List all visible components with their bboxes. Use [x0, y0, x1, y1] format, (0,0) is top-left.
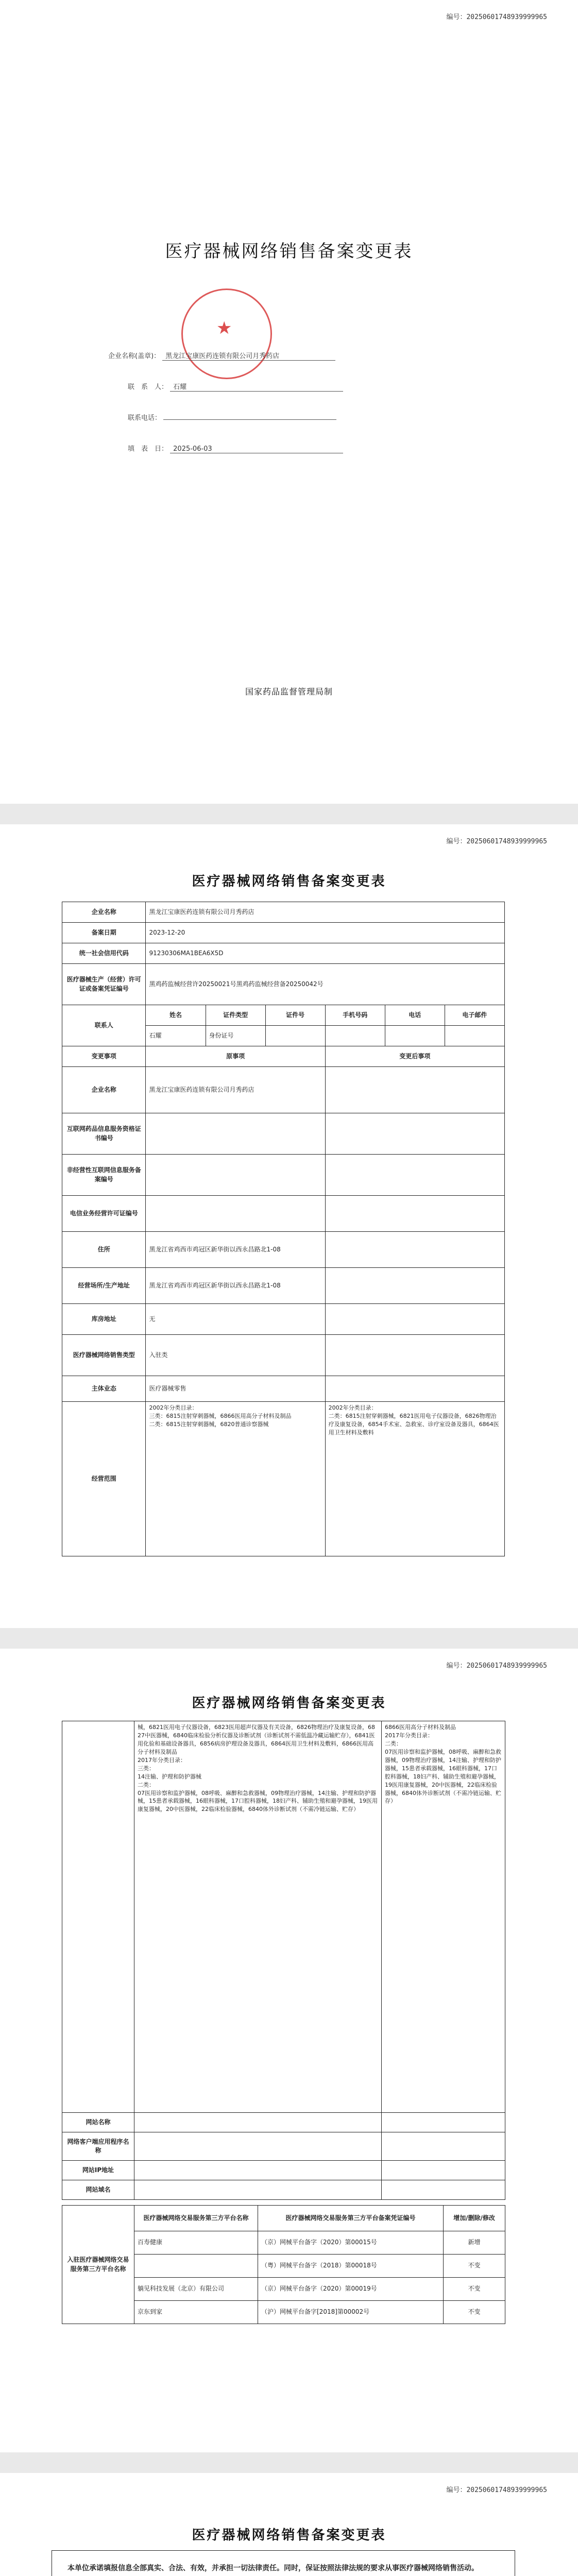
table-row: [62, 1376, 505, 1402]
phone-row: [128, 412, 336, 422]
date-label: 填 表 日：: [128, 445, 168, 453]
declaration-text: 本单位承诺填报信息全部真实、合法、有效，并承担一切法律责任。同时，保证按照法律法规的要求从事医疗器械网络销售活动。: [67, 2564, 479, 2572]
website-label: 网站IP地址: [62, 2161, 134, 2180]
credit-code-value: 91230306MA1BEA6X5D: [146, 943, 505, 964]
contact-head-email: 电子邮件: [445, 1005, 504, 1026]
cn1-orig: 黑龙江宝康医药连锁有限公司月秀药店: [146, 1067, 325, 1113]
doc-number: 编号：20250601748939999965: [446, 838, 547, 845]
warehouse-after: [325, 1268, 504, 1304]
license-label: 医疗器械生产（经营）许可证或备案凭证编号: [62, 964, 146, 1005]
scope-cont-right: 6866医用高分子材料及制品 2017年分类目录： 二类： 07医用诊察和监护器械，08呼吸、麻醉和急救器械，09物理治疗器械，14注输、护理和防护器械，15患者承载器械，16眼科器械，17口腔科器械，18妇产科、辅助生殖和避孕器械，19医用康复器械，20中医器械，22临床检验器械，6840体外诊断试剂（不需冷链运输、贮存）: [382, 1721, 505, 2113]
doc-number: 编号：20250601748939999965: [446, 13, 547, 21]
site-name-label: 网站名称: [62, 2113, 134, 2132]
contact-head-idtype: 证件类型: [206, 1005, 265, 1026]
warehouse-label: 经营场所/生产地址: [62, 1268, 146, 1304]
cn1-after: [325, 1067, 504, 1113]
address-label: 住所: [62, 1232, 146, 1268]
issuer-text: 国家药品监督管理局制: [245, 687, 333, 697]
table-row: [62, 1304, 505, 1335]
contact-value: 石耀: [170, 381, 343, 392]
phone-value: [163, 419, 336, 420]
platform-op: 不变: [444, 2278, 505, 2301]
table-row: [62, 1005, 505, 1026]
license-value: 黑鸡药监械经营许20250021号黑鸡药监械经营备20250042号: [146, 964, 505, 1005]
scope-orig: 2002年分类目录： 三类：6815注射穿刺器械，6866医用高分子材料及制品 二类：6815注射穿刺器械，6820普通诊察器械: [146, 1402, 325, 1556]
nonprofit-after: [325, 1155, 504, 1196]
table-row: [62, 923, 505, 943]
platform-reg: （沪）网械平台备字[2018]第00002号: [258, 2301, 444, 2324]
table-row: [62, 1196, 505, 1232]
subject-orig: 医疗器械零售: [146, 1376, 325, 1402]
platform-reg: （粤）网械平台备字（2018）第00018号: [258, 2255, 444, 2278]
table-row: [62, 2132, 505, 2161]
contact-phone: [385, 1026, 445, 1046]
table-row: [62, 943, 505, 964]
icp-after: [325, 1113, 504, 1155]
table-row: [62, 1046, 505, 1067]
storage-orig: 无: [146, 1304, 325, 1335]
table-row: [62, 1155, 505, 1196]
enterprise-label: 企业名称(盖章)：: [108, 352, 161, 360]
credit-code-label: 统一社会信用代码: [62, 943, 146, 964]
contact-idtype: 身份证号: [206, 1026, 265, 1046]
contact-head-phone: 电话: [385, 1005, 445, 1026]
table-row: [62, 2113, 505, 2132]
enterprise-row: [108, 350, 335, 361]
cover-page: [0, 0, 578, 804]
contact-email: [445, 1026, 504, 1046]
form-page-4: [0, 2473, 578, 2576]
change-orig-label: 原事项: [146, 1046, 325, 1067]
form-title: 医疗器械网络销售备案变更表: [192, 2528, 386, 2543]
domain-label: 网站域名: [62, 2180, 134, 2200]
platform-name: 京东到家: [134, 2301, 258, 2324]
date-row: [128, 443, 343, 453]
contact-head-mobile: 手机号码: [325, 1005, 385, 1026]
form-title: 医疗器械网络销售备案变更表: [192, 1696, 386, 1711]
storage-label: 库房地址: [62, 1304, 146, 1335]
platform-op: 新增: [444, 2231, 505, 2255]
scope-cont-left: 械，6821医用电子仪器设备，6823医用超声仪器及有关设备，6826物理治疗及康复设备，6827中医器械，6840临床检验分析仪器及诊断试剂（诊断试剂不需低温冷藏运输贮存），6841医用化验和基础设备器具，6856病房护理设备及器具，6864医用卫生材料及敷料，6866医用高分子材料及制品 2017年分类目录： 三类： 14注输、护理和防护器械 二类： 07医用诊察和监护器械，08呼吸、麻醉和急救器械，09物理治疗器械，14注输、护理和防护器械，15患者承载器械，16眼科器械，17口腔科器械，18妇产科、辅助生殖和避孕器械，19医用康复器械，20中医器械，22临床检验器械，6840体外诊断试剂（不需冷链运输、贮存）: [134, 1721, 382, 2113]
contact-name: 石耀: [146, 1026, 206, 1046]
mode-orig: 入驻类: [146, 1335, 325, 1376]
seal-star-icon: ★: [216, 318, 232, 338]
company-name-label: 企业名称: [62, 902, 146, 923]
scope-cont-blank: [62, 1721, 134, 2113]
table-row: [62, 1721, 505, 2113]
table-row: [62, 1232, 505, 1268]
form-page-3: [0, 1649, 578, 2452]
doc-number: 编号：20250601748939999965: [446, 2486, 547, 2494]
contact-head-idno: 证件号: [265, 1005, 325, 1026]
table-row: [62, 964, 505, 1005]
warehouse-orig: 黑龙江省鸡西市鸡冠区新华街以西永昌路北1-08: [146, 1268, 325, 1304]
platform-label: 入驻医疗器械网络交易服务第三方平台名称: [62, 2206, 134, 2324]
contact-label: 联系人: [62, 1005, 146, 1046]
address-after: [325, 1232, 504, 1268]
platform-head-op: 增加/删除/修改: [444, 2206, 505, 2231]
storage-after: [325, 1304, 504, 1335]
form-title: 医疗器械网络销售备案变更表: [192, 874, 386, 889]
table-row: [62, 2161, 505, 2180]
scope-continued-table: [62, 1721, 505, 2200]
platform-name: 躺见科技发展（北京）有限公司: [134, 2278, 258, 2301]
subject-label: 主体业态: [62, 1376, 146, 1402]
declaration-box: [52, 2550, 515, 2576]
contact-label: 联 系 人：: [128, 383, 168, 391]
subject-after: [325, 1376, 504, 1402]
platform-name: 百寿健康: [134, 2231, 258, 2255]
table-row: [62, 1402, 505, 1556]
cover-title: 医疗器械网络销售备案变更表: [165, 241, 413, 262]
form-page-2: [0, 824, 578, 1628]
table-row: [62, 1067, 505, 1113]
telecom-orig: [146, 1196, 325, 1232]
change-after-label: 变更后事项: [325, 1046, 504, 1067]
nonprofit-label: 非经营性互联网信息服务备案编号: [62, 1155, 146, 1196]
table-row: [62, 902, 505, 923]
platform-reg: （京）网械平台备字（2020）第00019号: [258, 2278, 444, 2301]
icp-label: 互联网药品信息服务资格证书编号: [62, 1113, 146, 1155]
platform-table: [62, 2205, 505, 2324]
platform-op: 不变: [444, 2301, 505, 2324]
platform-name: [134, 2255, 258, 2278]
platform-head-name: 医疗器械网络交易服务第三方平台名称: [134, 2206, 258, 2231]
company-name-value: 黑龙江宝康医药连锁有限公司月秀药店: [146, 902, 505, 923]
doc-number: 编号：20250601748939999965: [446, 1662, 547, 1670]
filing-date-label: 备案日期: [62, 923, 146, 943]
mode-label: 医疗器械网络销售类型: [62, 1335, 146, 1376]
contact-row: [128, 381, 343, 392]
change-item-label: 变更事项: [62, 1046, 146, 1067]
enterprise-value: 黑龙江宝康医药连锁有限公司月秀药店: [162, 350, 335, 361]
table-row: [62, 1268, 505, 1304]
platform-op: 不变: [444, 2255, 505, 2278]
icp-orig: [146, 1113, 325, 1155]
app-label: 网络客户端应用程序名称: [62, 2132, 134, 2161]
contact-head-name: 姓名: [146, 1005, 206, 1026]
date-value: 2025-06-03: [170, 445, 343, 453]
table-row: [62, 1113, 505, 1155]
table-row: [62, 2206, 505, 2231]
cn1-label: 企业名称: [62, 1067, 146, 1113]
filing-date-value: 2023-12-20: [146, 923, 505, 943]
mode-after: [325, 1335, 504, 1376]
telecom-label: 电信业务经营许可证编号: [62, 1196, 146, 1232]
table-row: [62, 1335, 505, 1376]
scope-label: 经营范围: [62, 1402, 146, 1556]
phone-label: 联系电话：: [128, 414, 162, 422]
nonprofit-orig: [146, 1155, 325, 1196]
platform-reg: （京）网械平台备字（2020）第00015号: [258, 2231, 444, 2255]
table-row: [62, 2180, 505, 2200]
address-orig: 黑龙江省鸡西市鸡冠区新华街以西永昌路北1-08: [146, 1232, 325, 1268]
telecom-after: [325, 1196, 504, 1232]
contact-mobile: [325, 1026, 385, 1046]
change-table: [62, 902, 505, 1556]
contact-idno: [265, 1026, 325, 1046]
platform-head-reg: 医疗器械网络交易服务第三方平台备案凭证编号: [258, 2206, 444, 2231]
scope-after: 2002年分类目录： 二类：6815注射穿刺器械，6821医用电子仪器设备，6826物理治疗及康复设备，6854手术室、急救室、诊疗室设备及器具，6864医用卫生材料及敷料: [325, 1402, 504, 1556]
